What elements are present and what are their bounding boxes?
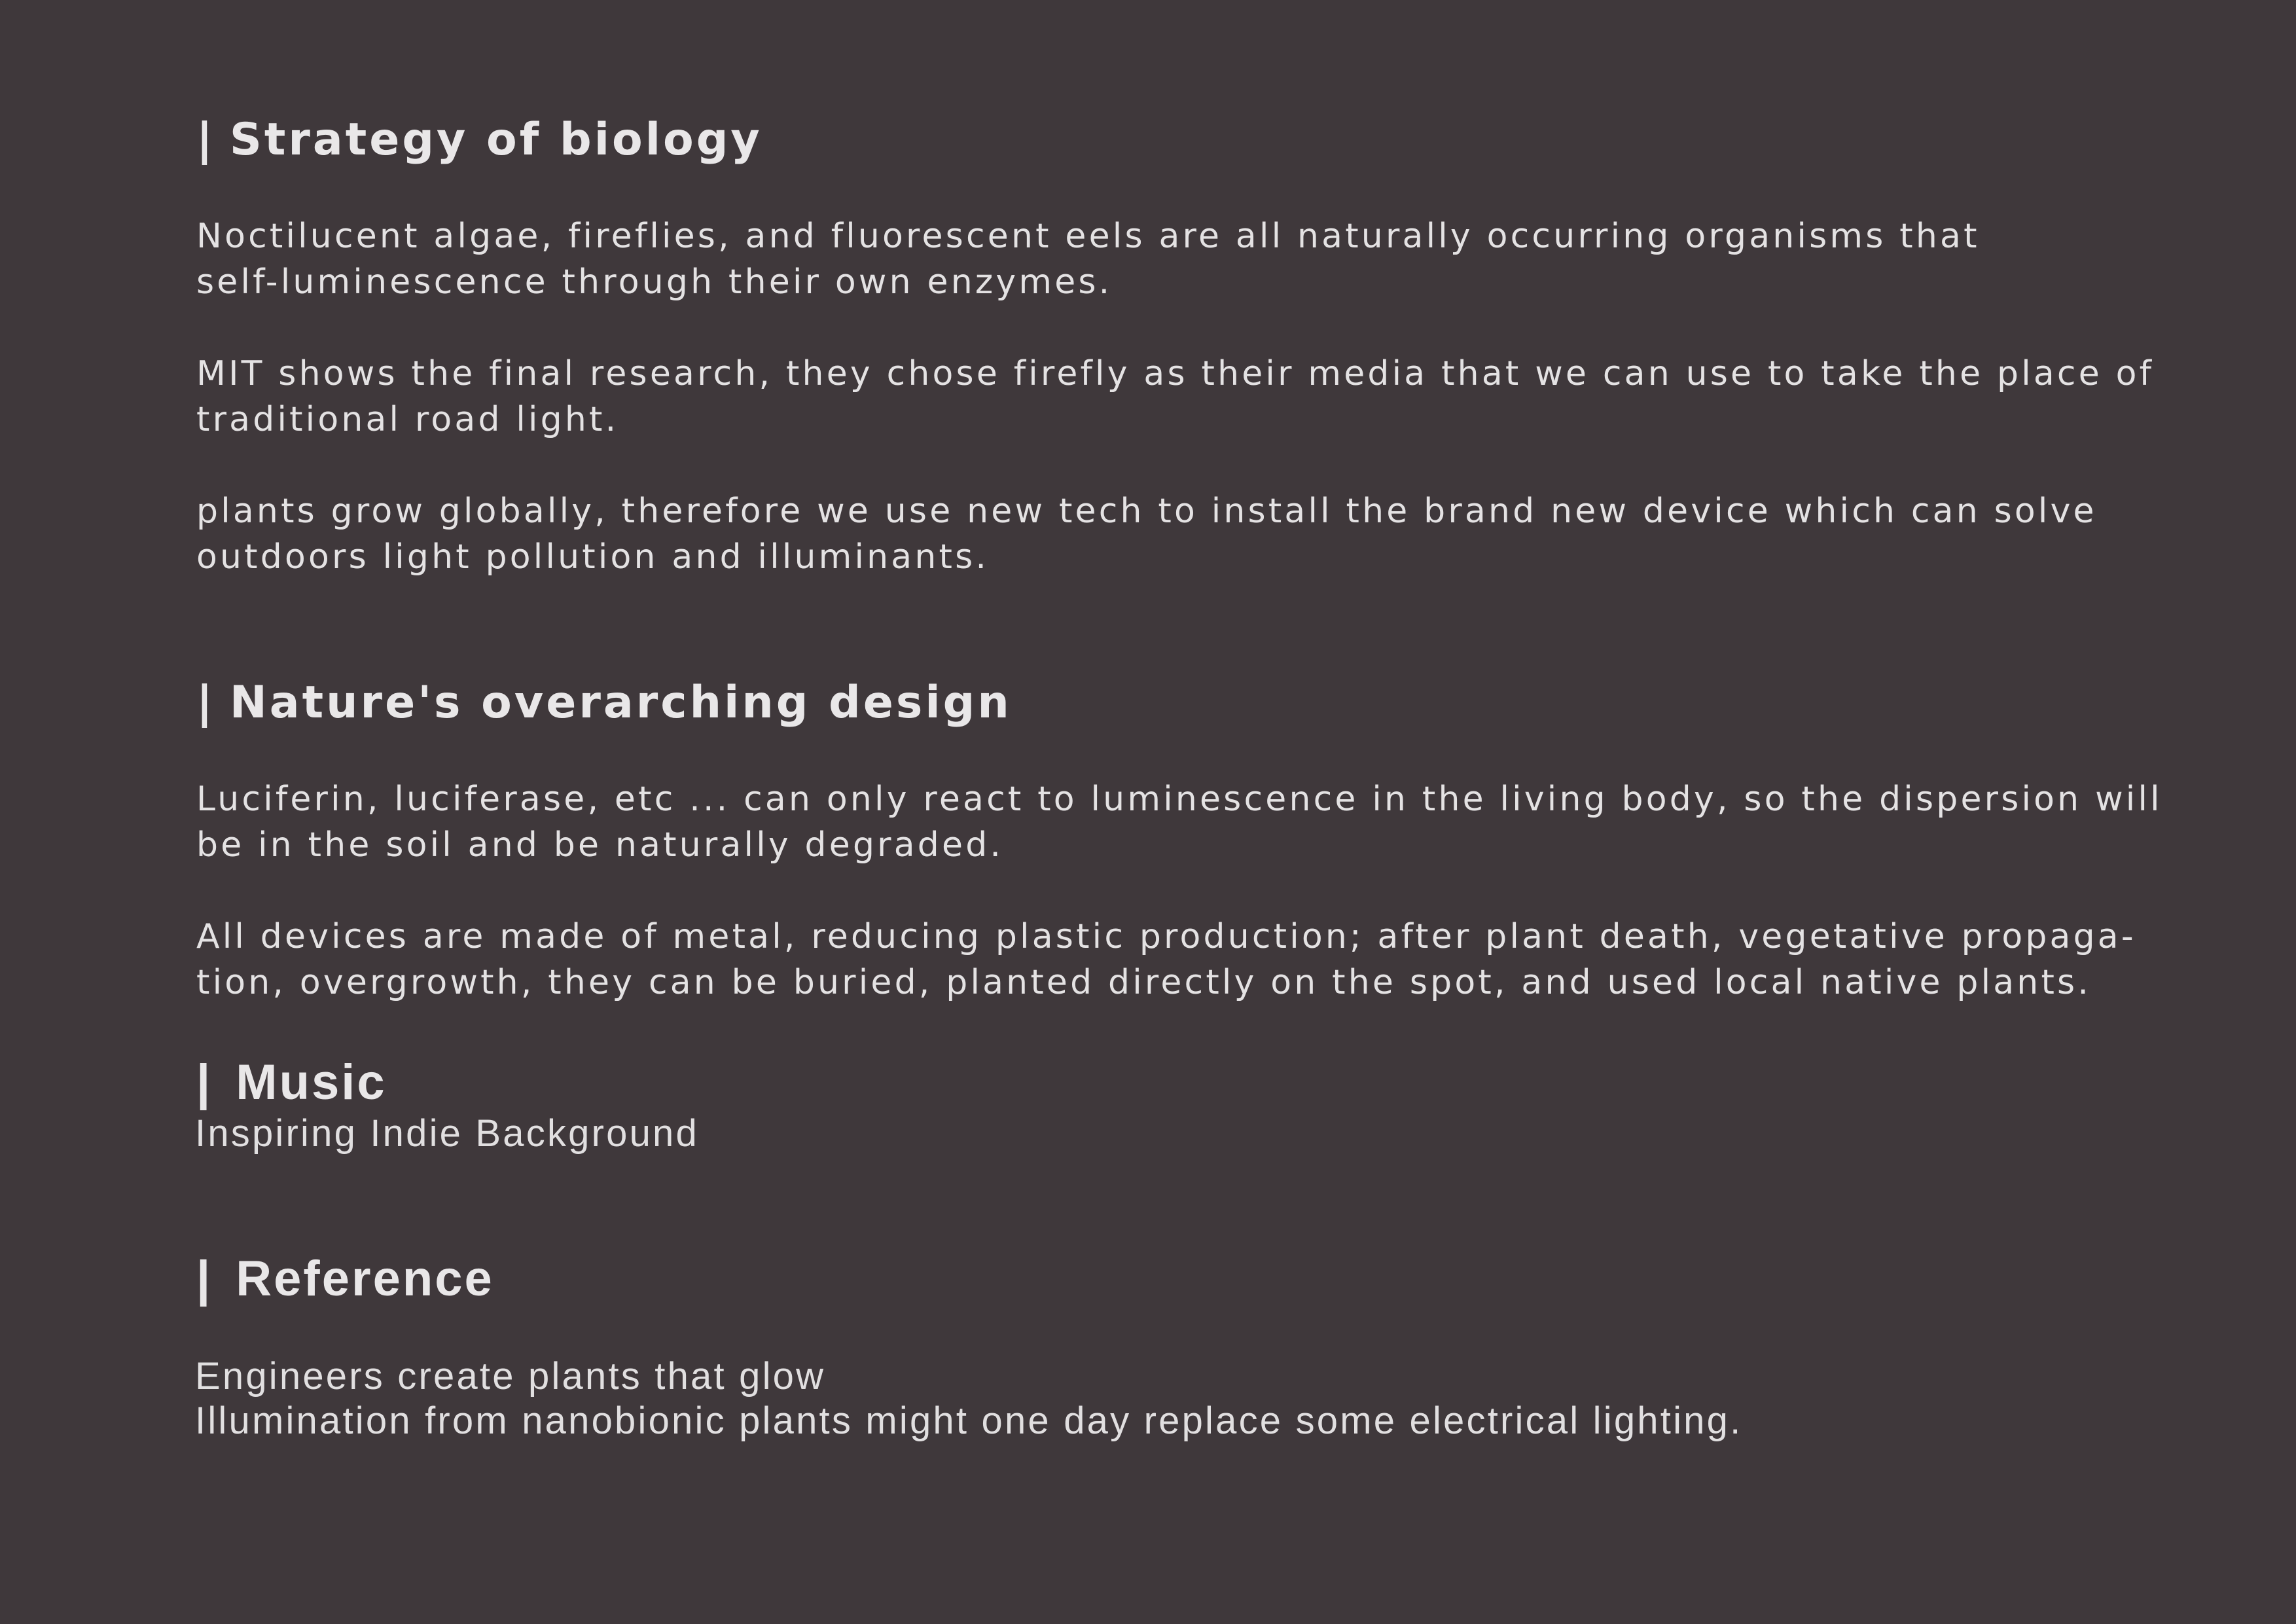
paragraph-line: tion, overgrowth, they can be buried, planted directly on the spot, and used local native plants. [196,963,2092,1002]
paragraph-line: be in the soil and be naturally degraded. [196,825,1004,865]
section-heading-reference [196,1251,494,1307]
heading-text: Reference [236,1251,494,1307]
paragraph [196,488,2097,580]
paragraph [196,914,2136,1005]
paragraph-line: All devices are made of metal, reducing plastic production; after plant death, vegetative propaga- [196,917,2136,956]
paragraph-line: Noctilucent algae, fireflies, and fluorescent eels are all naturally occurring organisms that [196,217,1980,256]
music-text [195,1111,699,1156]
heading-bar: | [196,1251,213,1307]
paragraph [196,213,1980,305]
heading-bar: | [196,114,215,166]
paragraph [196,776,2162,868]
paragraph-line: plants grow globally, therefore we use new tech to install the brand new device which can solve [196,492,2097,531]
heading-bar: | [196,677,215,729]
paragraph [196,351,2154,442]
heading-text: Nature's overarching design [229,677,1012,729]
paragraph-line: outdoors light pollution and illuminants. [196,537,990,577]
paragraph-line: traditional road light. [196,400,619,439]
music-line: Inspiring Indie Background [195,1112,699,1155]
paragraph-line: self-luminescence through their own enzymes. [196,262,1113,302]
section-heading-strategy [196,114,762,166]
heading-bar: | [196,1055,213,1110]
reference-line: Illumination from nanobionic plants might one day replace some electrical lighting. [195,1399,1743,1442]
heading-text: Strategy of biology [229,114,762,166]
heading-text: Music [236,1055,387,1110]
paragraph-line: MIT shows the final research, they chose firefly as their media that we can use to take the place of [196,354,2155,393]
section-heading-nature [196,677,1012,729]
reference-line: Engineers create plants that glow [195,1355,826,1398]
paragraph-line: Luciferin, luciferase, etc ... can only react to luminescence in the living body, so the dispersion will [196,780,2162,819]
section-heading-music [196,1055,387,1110]
reference-text [195,1354,1742,1443]
